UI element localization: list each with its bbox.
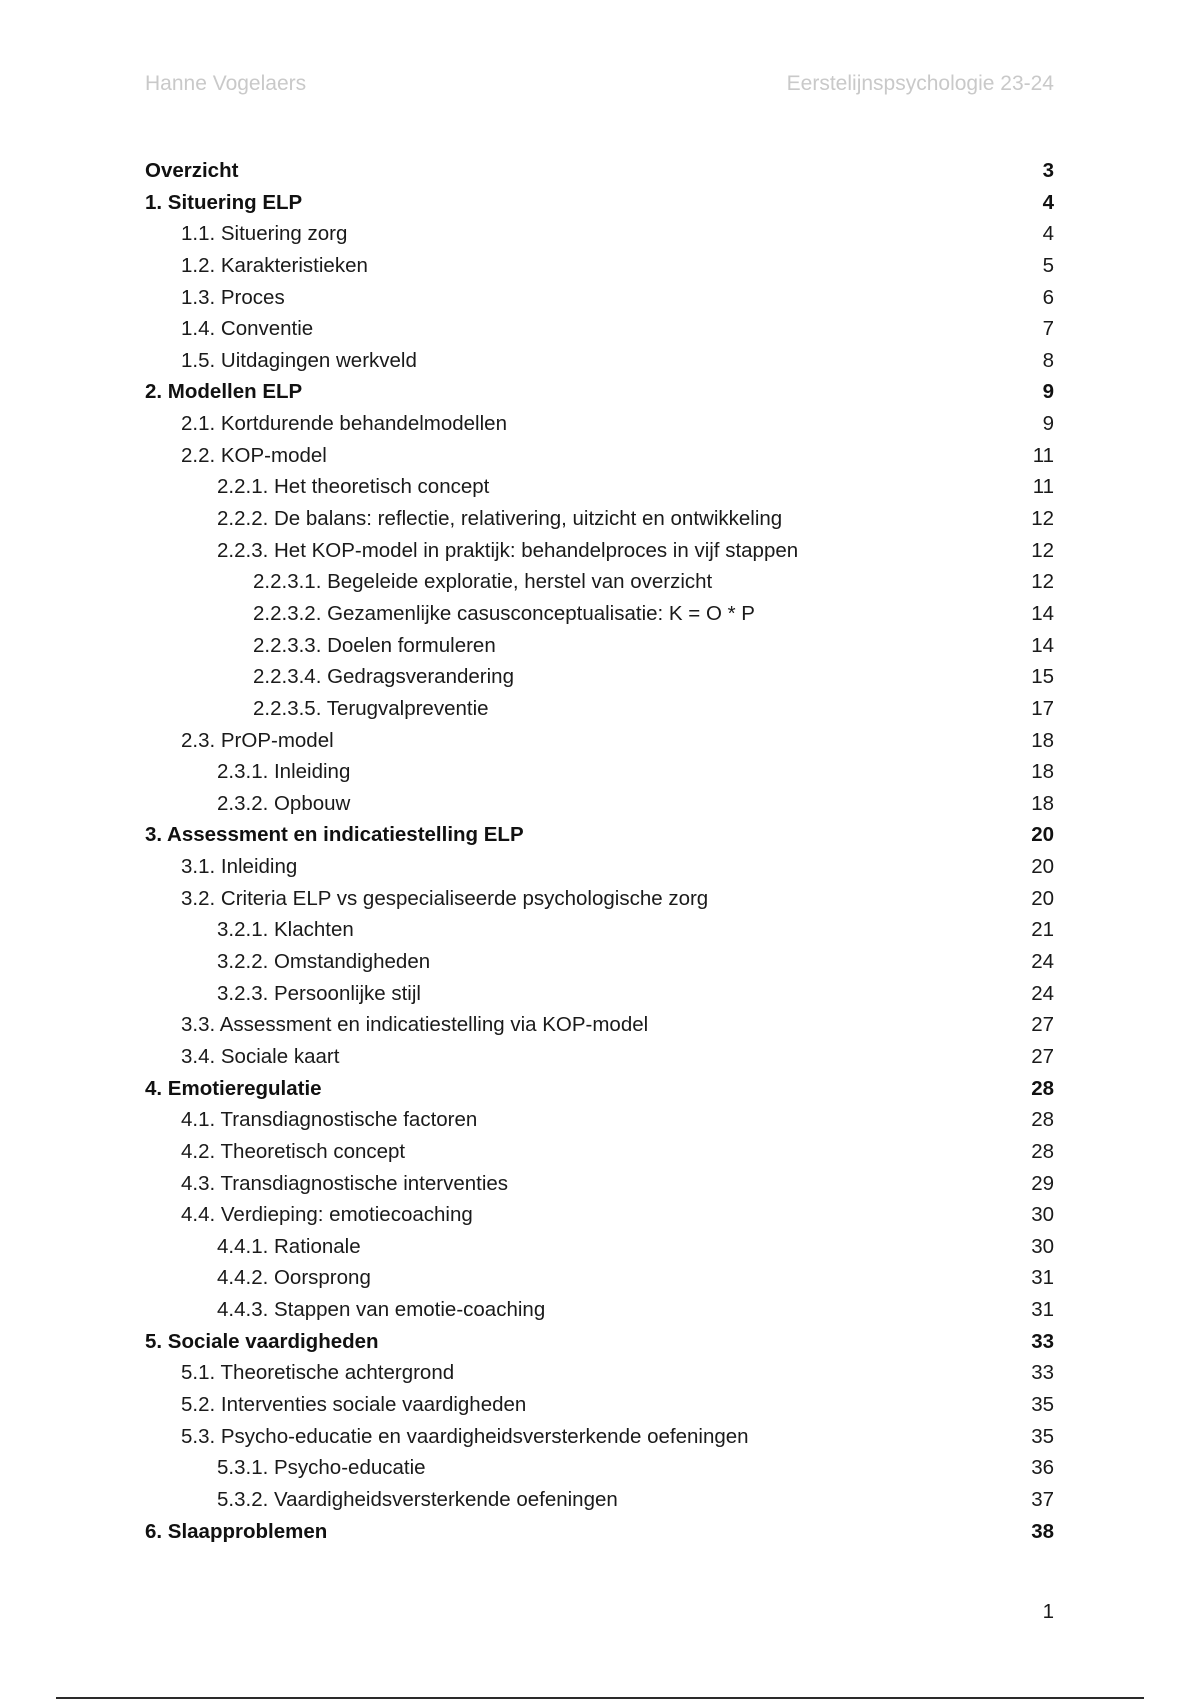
toc-entry-title: 4.2. Theoretisch concept — [181, 1139, 406, 1163]
toc-entry-page: 18 — [1031, 728, 1054, 752]
toc-entry-title: 5.3. Psycho-educatie en vaardigheidsversterkende oefeningen — [181, 1424, 749, 1448]
toc-entry-page: 35 — [1031, 1392, 1054, 1416]
toc-entry-title: 3.4. Sociale kaart — [181, 1044, 340, 1068]
toc-entry-page: 20 — [1031, 855, 1054, 879]
toc-entry[interactable] — [145, 946, 1054, 978]
toc-entry-title: 2.2.3.5. Terugvalpreventie — [253, 696, 489, 720]
toc-entry-title: 4.4.2. Oorsprong — [217, 1266, 371, 1290]
toc-entry[interactable] — [145, 1484, 1054, 1516]
toc-entry-page: 11 — [1032, 475, 1054, 499]
toc-entry-title: 3.2.3. Persoonlijke stijl — [217, 981, 421, 1005]
toc-entry-page: 7 — [1042, 317, 1054, 341]
toc-entry-title: 5.2. Interventies sociale vaardigheden — [181, 1392, 527, 1416]
toc-entry-page: 30 — [1031, 1234, 1054, 1258]
toc-entry-page: 4 — [1042, 222, 1054, 246]
toc-entry[interactable] — [145, 693, 1054, 725]
toc-entry-title: 1. Situering ELP — [145, 190, 303, 214]
toc-entry[interactable] — [145, 1009, 1054, 1041]
toc-entry-title: 2.2.3.1. Begeleide exploratie, herstel van overzicht — [253, 570, 713, 594]
toc-entry-title: 4.1. Transdiagnostische factoren — [181, 1108, 478, 1132]
toc-entry-title: 6. Slaapproblemen — [145, 1519, 328, 1543]
toc-entry-title: 4. Emotieregulatie — [145, 1076, 322, 1100]
toc-entry-title: 1.2. Karakteristieken — [181, 253, 368, 277]
toc-entry[interactable] — [145, 503, 1054, 535]
toc-entry[interactable] — [145, 313, 1054, 345]
toc-entry-page: 20 — [1031, 823, 1054, 847]
table-of-contents — [145, 155, 1054, 1547]
toc-entry-page: 3 — [1042, 159, 1054, 182]
toc-entry-page: 31 — [1031, 1298, 1054, 1322]
toc-entry-title: 3.2.1. Klachten — [217, 918, 354, 942]
toc-entry-page: 14 — [1031, 601, 1054, 625]
toc-entry-page: 27 — [1031, 1013, 1054, 1037]
toc-entry[interactable] — [145, 1262, 1054, 1294]
toc-entry-page: 27 — [1031, 1044, 1054, 1068]
toc-entry-title: 2.3.2. Opbouw — [217, 791, 351, 815]
toc-entry[interactable] — [145, 345, 1054, 377]
toc-entry-title: 2.3.1. Inleiding — [217, 760, 351, 784]
toc-entry-title: Overzicht — [145, 159, 239, 182]
toc-entry-title: 2.2.3.3. Doelen formuleren — [253, 633, 496, 657]
toc-entry-page: 36 — [1031, 1456, 1054, 1480]
toc-entry[interactable] — [145, 408, 1054, 440]
toc-entry-page: 28 — [1031, 1076, 1054, 1100]
toc-entry[interactable] — [145, 756, 1054, 788]
toc-entry-page: 9 — [1042, 380, 1054, 404]
toc-entry[interactable] — [145, 1294, 1054, 1326]
toc-entry-page: 38 — [1031, 1519, 1054, 1543]
toc-entry-title: 2.2.3.2. Gezamenlijke casusconceptualisatie: K = O * P — [253, 601, 755, 625]
toc-entry[interactable] — [145, 725, 1054, 757]
toc-entry[interactable] — [145, 1199, 1054, 1231]
toc-entry-page: 30 — [1031, 1203, 1054, 1227]
toc-entry[interactable] — [145, 978, 1054, 1010]
toc-entry-title: 3.1. Inleiding — [181, 855, 298, 879]
toc-entry[interactable] — [145, 1041, 1054, 1073]
toc-entry[interactable] — [145, 250, 1054, 282]
toc-entry-page: 21 — [1031, 918, 1054, 942]
toc-entry-title: 1.1. Situering zorg — [181, 222, 348, 246]
toc-entry[interactable] — [145, 851, 1054, 883]
toc-entry-title: 2.2.3.4. Gedragsverandering — [253, 665, 514, 689]
toc-entry-title: 3.3. Assessment en indicatiestelling via KOP-model — [181, 1013, 649, 1037]
page-number: 1 — [1042, 1600, 1054, 1623]
toc-entry-page: 12 — [1031, 538, 1054, 562]
header-course: Eerstelijnspsychologie 23-24 — [786, 72, 1054, 95]
toc-entry-title: 4.4.3. Stappen van emotie-coaching — [217, 1298, 546, 1322]
toc-entry-title: 2. Modellen ELP — [145, 380, 303, 404]
toc-entry[interactable] — [145, 535, 1054, 567]
toc-entry[interactable] — [145, 788, 1054, 820]
toc-entry-title: 5.1. Theoretische achtergrond — [181, 1361, 455, 1385]
toc-entry[interactable] — [145, 376, 1054, 408]
toc-entry[interactable] — [145, 1357, 1054, 1389]
toc-entry[interactable] — [145, 1073, 1054, 1105]
toc-entry-page: 12 — [1031, 507, 1054, 531]
toc-entry-page: 17 — [1031, 696, 1054, 720]
toc-entry-title: 2.2.1. Het theoretisch concept — [217, 475, 490, 499]
toc-entry[interactable] — [145, 566, 1054, 598]
toc-entry-title: 4.4.1. Rationale — [217, 1234, 361, 1258]
toc-entry[interactable] — [145, 218, 1054, 250]
toc-entry-title: 5.3.1. Psycho-educatie — [217, 1456, 426, 1480]
toc-entry-page: 24 — [1031, 950, 1054, 974]
toc-entry[interactable] — [145, 1389, 1054, 1421]
toc-entry[interactable] — [145, 1104, 1054, 1136]
toc-entry-page: 37 — [1031, 1487, 1054, 1511]
toc-entry[interactable] — [145, 661, 1054, 693]
toc-entry-page: 6 — [1042, 285, 1054, 309]
toc-entry-title: 4.3. Transdiagnostische interventies — [181, 1171, 509, 1195]
toc-entry[interactable] — [145, 1231, 1054, 1263]
toc-entry-page: 28 — [1031, 1139, 1054, 1163]
toc-entry[interactable] — [145, 630, 1054, 662]
toc-entry-title: 1.4. Conventie — [181, 317, 314, 341]
toc-entry-page: 33 — [1031, 1329, 1054, 1353]
toc-entry-page: 24 — [1031, 981, 1054, 1005]
toc-entry-page: 18 — [1031, 791, 1054, 815]
toc-entry-page: 35 — [1031, 1424, 1054, 1448]
toc-entry-title: 3.2. Criteria ELP vs gespecialiseerde psychologische zorg — [181, 886, 709, 910]
toc-entry[interactable] — [145, 1516, 1054, 1548]
toc-entry-page: 31 — [1031, 1266, 1054, 1290]
toc-entry-title: 5.3.2. Vaardigheidsversterkende oefeningen — [217, 1487, 618, 1511]
toc-entry-page: 4 — [1042, 190, 1054, 214]
toc-entry-page: 11 — [1032, 443, 1054, 467]
toc-entry[interactable] — [145, 914, 1054, 946]
toc-entry[interactable] — [145, 282, 1054, 314]
toc-entry-page: 8 — [1042, 348, 1054, 372]
toc-entry-title: 5. Sociale vaardigheden — [145, 1329, 379, 1353]
toc-entry-title: 1.5. Uitdagingen werkveld — [181, 348, 417, 372]
toc-entry[interactable] — [145, 1452, 1054, 1484]
header-author: Hanne Vogelaers — [145, 72, 307, 95]
toc-entry-page: 20 — [1031, 886, 1054, 910]
toc-entry-page: 33 — [1031, 1361, 1054, 1385]
toc-entry-page: 28 — [1031, 1108, 1054, 1132]
toc-entry-page: 14 — [1031, 633, 1054, 657]
toc-entry-title: 2.2. KOP-model — [181, 443, 327, 467]
toc-entry-page: 5 — [1042, 253, 1054, 277]
toc-entry-title: 2.3. PrOP-model — [181, 728, 334, 752]
toc-entry[interactable] — [145, 187, 1054, 219]
toc-entry[interactable] — [145, 1168, 1054, 1200]
toc-entry-title: 2.2.3. Het KOP-model in praktijk: behandelproces in vijf stappen — [217, 538, 799, 562]
toc-entry-page: 15 — [1031, 665, 1054, 689]
page-bottom-rule — [56, 1697, 1144, 1699]
toc-entry-title: 3.2.2. Omstandigheden — [217, 950, 431, 974]
toc-entry[interactable] — [145, 1326, 1054, 1358]
page-header — [145, 72, 1054, 100]
toc-entry[interactable] — [145, 440, 1054, 472]
toc-entry[interactable] — [145, 1136, 1054, 1168]
toc-entry[interactable] — [145, 598, 1054, 630]
toc-entry-title: 1.3. Proces — [181, 285, 285, 309]
toc-entry[interactable] — [145, 883, 1054, 915]
toc-entry-title: 2.2.2. De balans: reflectie, relativering, uitzicht en ontwikkeling — [217, 507, 783, 531]
toc-entry[interactable] — [145, 155, 1054, 187]
toc-entry[interactable] — [145, 819, 1054, 851]
toc-entry-page: 29 — [1031, 1171, 1054, 1195]
toc-entry-page: 18 — [1031, 760, 1054, 784]
toc-entry[interactable] — [145, 471, 1054, 503]
toc-entry[interactable] — [145, 1421, 1054, 1453]
toc-entry-page: 9 — [1042, 412, 1054, 436]
toc-entry-title: 2.1. Kortdurende behandelmodellen — [181, 412, 507, 436]
toc-entry-page: 12 — [1031, 570, 1054, 594]
toc-entry-title: 4.4. Verdieping: emotiecoaching — [181, 1203, 473, 1227]
toc-entry-title: 3. Assessment en indicatiestelling ELP — [145, 823, 524, 847]
